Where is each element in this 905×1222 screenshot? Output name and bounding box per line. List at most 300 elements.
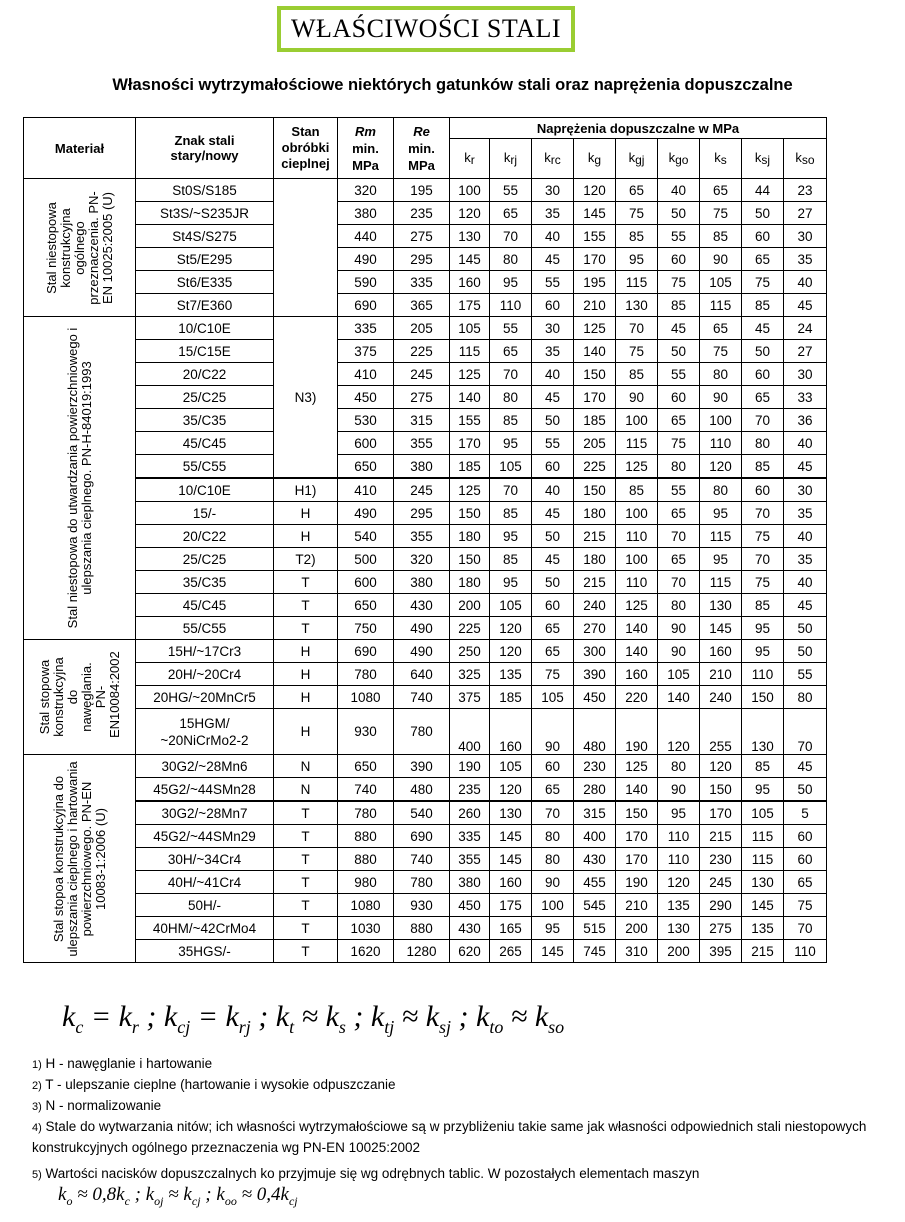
re-value: 430 — [394, 594, 450, 617]
table-row — [24, 894, 827, 917]
stress-value-so: 35 — [784, 248, 827, 271]
stress-value-go: 40 — [658, 179, 700, 202]
stress-value-rc: 30 — [532, 179, 574, 202]
stress-value-rc: 55 — [532, 271, 574, 294]
stress-value-s: 65 — [700, 317, 742, 340]
re-value: 355 — [394, 432, 450, 455]
stress-value-s: 95 — [700, 548, 742, 571]
stress-value-go: 55 — [658, 363, 700, 386]
stress-value-sj: 75 — [742, 571, 784, 594]
note-2: 2) T - ulepszanie cieplne (hartowanie i wysokie odpuszczanie — [32, 1077, 396, 1092]
stress-value-sj: 65 — [742, 386, 784, 409]
stress-value-rj: 55 — [490, 179, 532, 202]
stress-value-g: 150 — [574, 478, 616, 502]
stress-value-g: 180 — [574, 502, 616, 525]
stress-value-gj: 85 — [616, 225, 658, 248]
steel-grade: 40HM/~42CrMo4 — [136, 917, 274, 940]
stress-value-so: 60 — [784, 848, 827, 871]
stress-value-s: 120 — [700, 455, 742, 479]
stress-value-rj: 70 — [490, 478, 532, 502]
stress-value-s: 215 — [700, 825, 742, 848]
steel-grade: 20/C22 — [136, 525, 274, 548]
stress-value-go: 90 — [658, 778, 700, 802]
heat-treatment: T2) — [274, 548, 338, 571]
stress-value-s: 160 — [700, 640, 742, 663]
table-row — [24, 502, 827, 525]
steel-grade: 35/C35 — [136, 409, 274, 432]
stress-value-rj: 110 — [490, 294, 532, 317]
re-value: 380 — [394, 571, 450, 594]
steel-grade: St5/E295 — [136, 248, 274, 271]
steel-grade: 30H/~34Cr4 — [136, 848, 274, 871]
rm-value: 980 — [338, 871, 394, 894]
stress-value-rc: 35 — [532, 202, 574, 225]
stress-value-rj: 70 — [490, 363, 532, 386]
stress-value-go: 110 — [658, 848, 700, 871]
note-3: 3) N - normalizowanie — [32, 1098, 162, 1113]
steel-grade: 20HG/~20MnCr5 — [136, 686, 274, 709]
stress-value-g: 125 — [574, 317, 616, 340]
stress-value-so: 30 — [784, 225, 827, 248]
stress-value-rj: 120 — [490, 778, 532, 802]
stress-value-gj: 310 — [616, 940, 658, 963]
stress-value-g: 315 — [574, 801, 616, 825]
stress-value-sj: 60 — [742, 478, 784, 502]
stress-value-so: 27 — [784, 340, 827, 363]
material-group — [24, 179, 136, 317]
rm-value: 650 — [338, 755, 394, 778]
stress-value-rc: 60 — [532, 755, 574, 778]
re-value: 740 — [394, 848, 450, 871]
stress-value-sj: 85 — [742, 755, 784, 778]
re-value: 640 — [394, 663, 450, 686]
stress-value-rj: 105 — [490, 755, 532, 778]
table-row — [24, 663, 827, 686]
table-row — [24, 640, 827, 663]
heat-treatment: H1) — [274, 478, 338, 502]
table-row — [24, 363, 827, 386]
stress-value-s: 290 — [700, 894, 742, 917]
stress-value-g: 545 — [574, 894, 616, 917]
note-5: 5) Wartości nacisków dopuszczalnych ko przyjmuje się wg odrębnych tablic. W pozostałych elementach maszyn $k_o \approx 0,8k_c$ ; $k_{oj} \approx k_{cj}$ ; $k_{oo} \approx 0,4k_{cj}$ — [32, 1164, 872, 1211]
material-group-label: Stal niestopowa konstrukcyjna ogólnego przeznaczenia. PN-EN 10025:2005 (U) — [43, 190, 115, 305]
steel-grade: 15/C15E — [136, 340, 274, 363]
stress-value-g: 210 — [574, 294, 616, 317]
stress-value-gj: 65 — [616, 179, 658, 202]
stress-value-so: 5 — [784, 801, 827, 825]
stress-value-s: 255 — [700, 709, 742, 755]
re-value: 1280 — [394, 940, 450, 963]
stress-value-rc: 50 — [532, 571, 574, 594]
stress-value-gj: 100 — [616, 548, 658, 571]
stress-value-go: 65 — [658, 548, 700, 571]
re-value: 780 — [394, 709, 450, 755]
steel-grade: 45G2/~44SMn28 — [136, 778, 274, 802]
stress-value-sj: 95 — [742, 640, 784, 663]
stress-value-r: 180 — [450, 571, 490, 594]
stress-value-sj: 150 — [742, 686, 784, 709]
stress-value-gj: 150 — [616, 801, 658, 825]
stress-value-g: 215 — [574, 525, 616, 548]
table-row — [24, 432, 827, 455]
heat-treatment: T — [274, 801, 338, 825]
stress-value-rj: 145 — [490, 825, 532, 848]
steel-grade: 30G2/~28Mn6 — [136, 755, 274, 778]
stress-value-rc: 40 — [532, 363, 574, 386]
re-value: 490 — [394, 617, 450, 640]
stress-value-gj: 110 — [616, 525, 658, 548]
stress-value-so: 50 — [784, 778, 827, 802]
stress-value-s: 95 — [700, 502, 742, 525]
stress-value-go: 45 — [658, 317, 700, 340]
stress-value-gj: 200 — [616, 917, 658, 940]
stress-value-go: 50 — [658, 202, 700, 225]
stress-value-g: 140 — [574, 340, 616, 363]
stress-value-s: 230 — [700, 848, 742, 871]
stress-value-r: 380 — [450, 871, 490, 894]
re-value: 480 — [394, 778, 450, 802]
stress-value-s: 240 — [700, 686, 742, 709]
header-re: Re min. MPa — [394, 118, 450, 179]
stress-value-rj: 160 — [490, 871, 532, 894]
stress-value-so: 45 — [784, 594, 827, 617]
stress-value-r: 140 — [450, 386, 490, 409]
stress-value-s: 115 — [700, 571, 742, 594]
stress-value-go: 95 — [658, 801, 700, 825]
re-value: 295 — [394, 502, 450, 525]
rm-value: 1620 — [338, 940, 394, 963]
note-1: 1) H - nawęglanie i hartowanie — [32, 1056, 213, 1071]
heat-treatment: H — [274, 709, 338, 755]
heat-treatment: T — [274, 848, 338, 871]
steel-grade: 50H/- — [136, 894, 274, 917]
notes-1-3 — [32, 1054, 396, 1117]
heat-treatment: N3) — [274, 317, 338, 479]
stress-value-gj: 130 — [616, 294, 658, 317]
stress-value-s: 115 — [700, 525, 742, 548]
stress-value-g: 195 — [574, 271, 616, 294]
stress-value-rj: 120 — [490, 617, 532, 640]
stress-value-g: 180 — [574, 548, 616, 571]
stress-value-s: 115 — [700, 294, 742, 317]
table-subtitle: Własności wytrzymałościowe niektórych gatunków stali oraz naprężenia dopuszczalne — [112, 76, 793, 94]
stress-value-so: 35 — [784, 548, 827, 571]
steel-grade: 35/C35 — [136, 571, 274, 594]
stress-value-g: 400 — [574, 825, 616, 848]
stress-value-rj: 80 — [490, 386, 532, 409]
table-row — [24, 617, 827, 640]
steel-grade: St3S/~S235JR — [136, 202, 274, 225]
stress-value-go: 75 — [658, 271, 700, 294]
stress-value-gj: 170 — [616, 825, 658, 848]
stress-value-r: 160 — [450, 271, 490, 294]
stress-value-g: 205 — [574, 432, 616, 455]
stress-value-r: 150 — [450, 502, 490, 525]
stress-value-gj: 70 — [616, 317, 658, 340]
re-value: 540 — [394, 801, 450, 825]
stress-value-gj: 100 — [616, 502, 658, 525]
table-row — [24, 294, 827, 317]
steel-grade: 30G2/~28Mn7 — [136, 801, 274, 825]
heat-treatment: T — [274, 917, 338, 940]
heat-treatment: H — [274, 525, 338, 548]
heat-treatment — [274, 179, 338, 317]
stress-value-s: 110 — [700, 432, 742, 455]
stress-value-g: 480 — [574, 709, 616, 755]
stress-value-rc: 100 — [532, 894, 574, 917]
rm-value: 410 — [338, 478, 394, 502]
steel-grade: St0S/S185 — [136, 179, 274, 202]
stress-value-rc: 75 — [532, 663, 574, 686]
stress-value-gj: 140 — [616, 640, 658, 663]
stress-value-r: 325 — [450, 663, 490, 686]
pressure-formula: $k_o \approx 0,8k_c$ ; $k_{oj} \approx k_{cj}$ ; $k_{oo} \approx 0,4k_{cj}$ — [58, 1184, 298, 1208]
table-row — [24, 409, 827, 432]
page-title: WŁAŚCIWOŚCI STALI — [277, 6, 575, 52]
stress-value-g: 215 — [574, 571, 616, 594]
stress-value-sj: 75 — [742, 271, 784, 294]
steel-grade: 15HGM/ ~20NiCrMo2-2 — [136, 709, 274, 755]
stress-value-go: 60 — [658, 386, 700, 409]
table-row — [24, 825, 827, 848]
stress-value-rj: 95 — [490, 271, 532, 294]
stress-value-r: 185 — [450, 455, 490, 479]
stress-value-sj: 80 — [742, 432, 784, 455]
stress-value-go: 120 — [658, 871, 700, 894]
table-row — [24, 755, 827, 778]
stress-value-rc: 50 — [532, 525, 574, 548]
stress-value-sj: 85 — [742, 455, 784, 479]
stress-value-g: 515 — [574, 917, 616, 940]
stress-value-go: 70 — [658, 525, 700, 548]
table-row — [24, 940, 827, 963]
stress-value-rc: 70 — [532, 801, 574, 825]
stress-value-so: 36 — [784, 409, 827, 432]
stress-value-rj: 95 — [490, 432, 532, 455]
stress-value-r: 115 — [450, 340, 490, 363]
stress-value-g: 150 — [574, 363, 616, 386]
re-value: 245 — [394, 363, 450, 386]
re-value: 930 — [394, 894, 450, 917]
re-value: 365 — [394, 294, 450, 317]
re-value: 390 — [394, 755, 450, 778]
re-value: 490 — [394, 640, 450, 663]
table-row — [24, 594, 827, 617]
stress-value-r: 125 — [450, 363, 490, 386]
steel-grade: 45/C45 — [136, 432, 274, 455]
steel-grade: 35HGS/- — [136, 940, 274, 963]
stress-value-rc: 40 — [532, 225, 574, 248]
stress-value-go: 130 — [658, 917, 700, 940]
stress-value-g: 225 — [574, 455, 616, 479]
stress-value-rj: 65 — [490, 202, 532, 225]
material-group — [24, 755, 136, 963]
steel-grade: 10/C10E — [136, 478, 274, 502]
stress-value-r: 450 — [450, 894, 490, 917]
stress-value-rc: 65 — [532, 778, 574, 802]
header-k-s: ks — [700, 139, 742, 179]
stress-value-g: 455 — [574, 871, 616, 894]
rm-value: 650 — [338, 594, 394, 617]
steel-properties-table — [23, 117, 827, 963]
stress-value-rc: 60 — [532, 455, 574, 479]
table-row — [24, 848, 827, 871]
stress-value-rj: 95 — [490, 525, 532, 548]
stress-value-gj: 85 — [616, 478, 658, 502]
material-group-label: Stal stopowa konstrukcyjna do nawęglania. PN-EN10084:2002 — [36, 651, 122, 738]
stress-value-sj: 85 — [742, 594, 784, 617]
re-value: 225 — [394, 340, 450, 363]
stress-value-r: 225 — [450, 617, 490, 640]
stress-value-rj: 55 — [490, 317, 532, 340]
stress-value-r: 335 — [450, 825, 490, 848]
stress-value-go: 60 — [658, 248, 700, 271]
stress-value-so: 45 — [784, 294, 827, 317]
stress-value-g: 120 — [574, 179, 616, 202]
table-row — [24, 179, 827, 202]
stress-value-so: 50 — [784, 640, 827, 663]
stress-value-so: 60 — [784, 825, 827, 848]
stress-value-so: 23 — [784, 179, 827, 202]
stress-value-sj: 105 — [742, 801, 784, 825]
stress-value-r: 400 — [450, 709, 490, 755]
stress-value-r: 120 — [450, 202, 490, 225]
re-value: 315 — [394, 409, 450, 432]
stress-value-gj: 125 — [616, 594, 658, 617]
stress-value-g: 230 — [574, 755, 616, 778]
header-rm: Rm min. MPa — [338, 118, 394, 179]
re-value: 235 — [394, 202, 450, 225]
stress-value-sj: 95 — [742, 617, 784, 640]
rm-value: 1030 — [338, 917, 394, 940]
stress-value-rc: 30 — [532, 317, 574, 340]
stress-value-s: 65 — [700, 179, 742, 202]
stress-value-gj: 75 — [616, 202, 658, 225]
stress-value-sj: 44 — [742, 179, 784, 202]
table-row — [24, 525, 827, 548]
stress-value-rj: 145 — [490, 848, 532, 871]
rm-value: 590 — [338, 271, 394, 294]
stress-value-gj: 125 — [616, 755, 658, 778]
stress-value-so: 70 — [784, 709, 827, 755]
table-row — [24, 478, 827, 502]
stress-value-go: 50 — [658, 340, 700, 363]
stress-value-so: 40 — [784, 271, 827, 294]
table-row — [24, 917, 827, 940]
header-naprezenia: Naprężenia dopuszczalne w MPa — [450, 118, 827, 139]
stress-value-r: 260 — [450, 801, 490, 825]
rm-value: 380 — [338, 202, 394, 225]
table-row — [24, 548, 827, 571]
stress-value-r: 125 — [450, 478, 490, 502]
table-row — [24, 709, 827, 755]
rm-value: 490 — [338, 248, 394, 271]
header-k-go: kgo — [658, 139, 700, 179]
stress-value-s: 80 — [700, 478, 742, 502]
rm-value: 530 — [338, 409, 394, 432]
relation-formula: $k_c = k_r$ ; $k_{cj} = k_{rj}$ ; $k_t \approx k_s$ ; $k_{tj} \approx k_{sj}$ ; $k_{to} \approx k_{so}$ — [62, 1000, 565, 1037]
stress-value-rc: 65 — [532, 617, 574, 640]
stress-value-s: 90 — [700, 386, 742, 409]
stress-value-go: 90 — [658, 617, 700, 640]
stress-value-rc: 95 — [532, 917, 574, 940]
rm-value: 750 — [338, 617, 394, 640]
rm-value: 880 — [338, 825, 394, 848]
stress-value-rj: 265 — [490, 940, 532, 963]
stress-value-rj: 185 — [490, 686, 532, 709]
stress-value-g: 240 — [574, 594, 616, 617]
stress-value-sj: 115 — [742, 825, 784, 848]
table-row — [24, 801, 827, 825]
stress-value-sj: 50 — [742, 340, 784, 363]
steel-grade: St4S/S275 — [136, 225, 274, 248]
stress-value-sj: 145 — [742, 894, 784, 917]
rm-value: 410 — [338, 363, 394, 386]
re-value: 355 — [394, 525, 450, 548]
re-value: 780 — [394, 871, 450, 894]
material-group-label: Stal stopoa konstrukcyjna do ulepszania cieplnego i hartowania powierzchniowego. PN-EN 10083-1:2006 (U) — [50, 760, 108, 957]
stress-value-rc: 90 — [532, 871, 574, 894]
stress-value-go: 80 — [658, 594, 700, 617]
rm-value: 490 — [338, 502, 394, 525]
re-value: 205 — [394, 317, 450, 340]
stress-value-rc: 145 — [532, 940, 574, 963]
stress-value-sj: 110 — [742, 663, 784, 686]
rm-value: 375 — [338, 340, 394, 363]
heat-treatment: N — [274, 755, 338, 778]
re-value: 195 — [394, 179, 450, 202]
table-row — [24, 686, 827, 709]
stress-value-s: 245 — [700, 871, 742, 894]
stress-value-gj: 140 — [616, 617, 658, 640]
stress-value-sj: 215 — [742, 940, 784, 963]
stress-value-rc: 105 — [532, 686, 574, 709]
rm-value: 450 — [338, 386, 394, 409]
stress-value-r: 100 — [450, 179, 490, 202]
stress-value-go: 75 — [658, 432, 700, 455]
stress-value-so: 45 — [784, 455, 827, 479]
stress-value-r: 235 — [450, 778, 490, 802]
steel-grade: 20H/~20Cr4 — [136, 663, 274, 686]
stress-value-sj: 95 — [742, 778, 784, 802]
re-value: 245 — [394, 478, 450, 502]
rm-value: 880 — [338, 848, 394, 871]
rm-value: 440 — [338, 225, 394, 248]
table-row — [24, 317, 827, 340]
stress-value-r: 130 — [450, 225, 490, 248]
stress-value-rj: 135 — [490, 663, 532, 686]
re-value: 335 — [394, 271, 450, 294]
rm-value: 600 — [338, 432, 394, 455]
stress-value-so: 24 — [784, 317, 827, 340]
heat-treatment: N — [274, 778, 338, 802]
stress-value-rj: 70 — [490, 225, 532, 248]
stress-value-so: 110 — [784, 940, 827, 963]
stress-value-r: 170 — [450, 432, 490, 455]
re-value: 880 — [394, 917, 450, 940]
stress-value-r: 155 — [450, 409, 490, 432]
stress-value-rc: 45 — [532, 502, 574, 525]
stress-value-s: 275 — [700, 917, 742, 940]
stress-value-go: 90 — [658, 640, 700, 663]
stress-value-g: 300 — [574, 640, 616, 663]
stress-value-r: 200 — [450, 594, 490, 617]
steel-grade: 45/C45 — [136, 594, 274, 617]
stress-value-s: 150 — [700, 778, 742, 802]
rm-value: 650 — [338, 455, 394, 479]
stress-value-sj: 130 — [742, 709, 784, 755]
rm-value: 1080 — [338, 686, 394, 709]
